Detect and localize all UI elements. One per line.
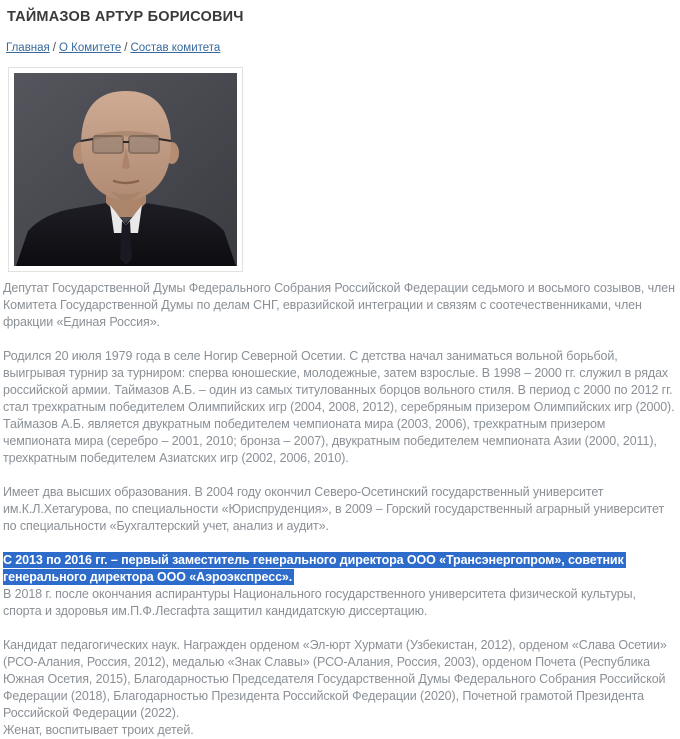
breadcrumb-separator: / — [124, 42, 128, 54]
breadcrumb-separator: / — [52, 42, 56, 54]
page-title: ТАЙМАЗОВ АРТУР БОРИСОВИЧ — [7, 9, 244, 25]
bio-paragraph-birth-sport: Родился 20 июля 1979 года в селе Ногир Северной Осетии. С детства начал заниматься вольной борьбой, выигрывая турнир за турниром: сперва юношеские, молодежные, затем взрослые. В 1998 – 2000 гг. служил в рядах российской армии. Таймазов А.Б. – один из самых титулованных борцов вольного стиля. В период с 2000 по 2012 гг. стал трехкратным победителем Олимпийских игр (2004, 2008, 2012), серебряным призером Олимпийских игр (2000). Таймазов А.Б. является двукратным победителем чемпионата мира (2003, 2006), трехкратным призером чемпионата мира (серебро – 2001, 2010; бронза – 2007), двукратным победителем чемпионата Азии (2000, 2011), трехкратным победителем Азиатских игр (2002, 2006, 2010). — [3, 349, 675, 465]
breadcrumb — [6, 41, 676, 55]
bio-text-awards: Кандидат педагогических наук. Награжден орденом «Эл-юрт Хурмати (Узбекистан, 2012), орденом «Слава Осетии» (РСО-Алания, Россия, 2012), медалью «Знак Славы» (РСО-Алания, Россия, 2003), орденом Почета (Республика Южная Осетия, 2015), Благодарностью Председателя Государственной Думы Федерального Собрания Российской Федерации (2018), Благодарностью Президента Российской Федерации (2020), Почетной грамотой Президента Российской Федерации (2022). — [3, 638, 667, 720]
bio-text-dissertation: В 2018 г. после окончания аспирантуры Национального государственного университета физической культуры, спорта и здоровья им.П.Ф.Лесгафта защитил кандидатскую диссертацию. — [3, 587, 636, 618]
bio-paragraph-career — [3, 552, 676, 620]
bio-paragraph-mandate: Депутат Государственной Думы Федерального Собрания Российской Федерации седьмого и восьмого созывов, член Комитета Государственной Думы по делам СНГ, евразийской интеграции и связям с соотечественниками, член фракции «Единая Россия». — [3, 281, 675, 329]
portrait-photo-image — [14, 73, 237, 266]
breadcrumb-link-committee-members[interactable]: Состав комитета — [130, 42, 221, 54]
bio-paragraph-education: Имеет два высших образования. В 2004 году окончил Северо-Осетинский государственный университет им.К.Л.Хетагурова, по специальности «Юриспруденция», в 2009 – Горский государственный аграрный университет по специальности «Бухгалтерский учет, анализ и аудит». — [3, 485, 665, 533]
biography-text — [3, 280, 676, 739]
portrait-photo — [8, 67, 243, 272]
breadcrumb-link-home[interactable]: Главная — [6, 42, 50, 54]
bio-text-family: Женат, воспитывает троих детей. — [3, 723, 194, 737]
selected-text: С 2013 по 2016 гг. – первый заместитель генерального директора ООО «Трансэнергопром», советник генерального директора ООО «Аэроэкспресс». — [3, 553, 624, 584]
bio-paragraph-awards — [3, 637, 676, 739]
breadcrumb-link-committee[interactable]: О Комитете — [58, 42, 122, 54]
